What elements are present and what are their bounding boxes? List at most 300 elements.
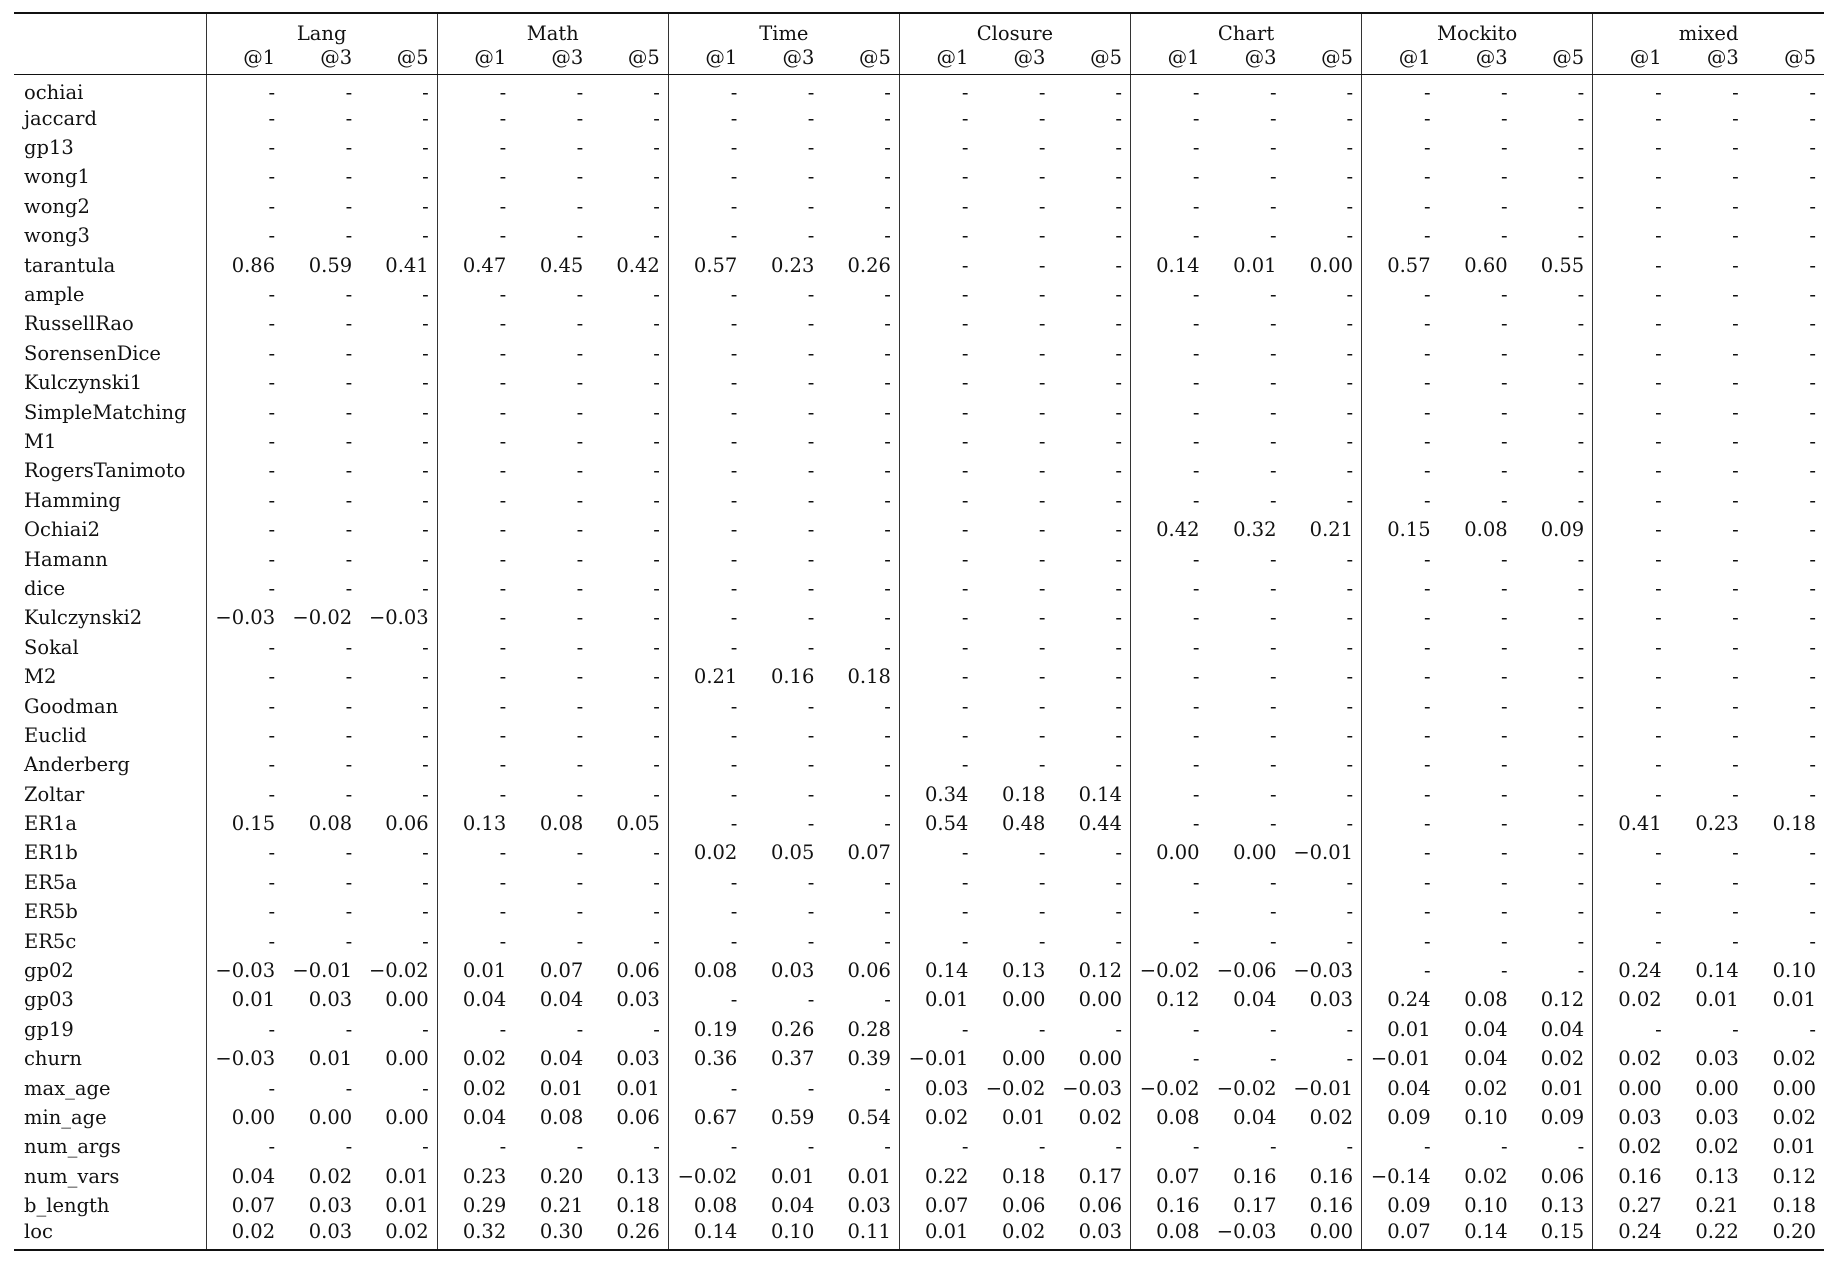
row-label: dice: [24, 576, 66, 600]
value-cell: -: [899, 280, 976, 309]
k-header-mockito-at5: @5: [1516, 46, 1593, 74]
value-cell: 0.08: [539, 812, 584, 836]
group-header-lang: Lang: [206, 13, 437, 46]
value-cell: 0.12: [1540, 988, 1585, 1012]
value-cell: -: [884, 312, 891, 336]
value-cell: -: [576, 371, 584, 395]
value-cell: 0.07: [539, 959, 584, 983]
value-cell: 0.86: [206, 250, 283, 279]
value-cell: 0.12: [1130, 985, 1207, 1014]
value-cell: -: [884, 459, 891, 483]
value-cell: -: [1593, 544, 1670, 573]
value-cell: -: [576, 488, 584, 512]
value-cell: 0.01: [899, 985, 976, 1014]
value-cell: -: [807, 136, 815, 160]
value-cell: −0.01: [1362, 1044, 1439, 1073]
value-cell: -: [206, 721, 283, 750]
value-cell: -: [1501, 900, 1508, 924]
value-cell: 0.01: [1772, 988, 1816, 1012]
value-cell: −0.01: [1293, 841, 1354, 865]
value-cell: -: [1038, 1017, 1046, 1041]
row-label: Kulczynski2: [24, 606, 143, 630]
table-row: [14, 456, 1824, 485]
value-cell: 0.08: [1130, 1103, 1207, 1132]
value-cell: -: [1346, 459, 1354, 483]
value-cell: −0.03: [1208, 1220, 1285, 1250]
value-cell: 0.22: [899, 1162, 976, 1191]
value-cell: -: [437, 221, 514, 250]
value-cell: 0.57: [668, 250, 745, 279]
value-cell: -: [1130, 339, 1207, 368]
value-cell: -: [1732, 400, 1739, 424]
value-cell: 0.15: [206, 809, 283, 838]
value-cell: 0.67: [668, 1103, 745, 1132]
value-cell: -: [653, 576, 660, 600]
group-header-chart: Chart: [1130, 13, 1361, 46]
value-cell: -: [1593, 250, 1670, 279]
table-body: [14, 74, 1824, 1250]
value-cell: -: [206, 1132, 283, 1161]
value-cell: -: [1038, 371, 1046, 395]
value-cell: -: [1038, 253, 1046, 277]
value-cell: -: [437, 456, 514, 485]
value-cell: -: [437, 779, 514, 808]
value-cell: -: [1362, 544, 1439, 573]
value-cell: -: [1809, 576, 1816, 600]
value-cell: -: [807, 635, 815, 659]
table-row: [14, 104, 1824, 133]
value-cell: -: [206, 515, 283, 544]
value-cell: -: [1130, 74, 1207, 104]
value-cell: -: [1809, 929, 1816, 953]
group-header-row: [14, 13, 1824, 46]
row-label: num_vars: [24, 1164, 120, 1188]
value-cell: −0.03: [206, 956, 283, 985]
value-cell: -: [668, 926, 745, 955]
value-cell: -: [422, 341, 429, 365]
value-cell: -: [1593, 633, 1670, 662]
value-cell: -: [1809, 194, 1816, 218]
value-cell: 0.06: [1002, 1194, 1046, 1218]
value-cell: 0.03: [1309, 988, 1354, 1012]
value-cell: 0.02: [899, 1103, 976, 1132]
value-cell: -: [206, 309, 283, 338]
value-cell: -: [807, 312, 815, 336]
value-cell: -: [1038, 694, 1046, 718]
value-cell: -: [1362, 633, 1439, 662]
value-cell: -: [807, 371, 815, 395]
value-cell: -: [1130, 486, 1207, 515]
value-cell: -: [1130, 221, 1207, 250]
value-cell: 0.18: [1772, 812, 1816, 836]
row-label: min_age: [24, 1105, 107, 1129]
value-cell: -: [1809, 165, 1816, 189]
group-header-math: Math: [437, 13, 668, 46]
value-cell: -: [345, 80, 353, 104]
value-cell: -: [1501, 635, 1508, 659]
value-cell: -: [884, 80, 891, 104]
value-cell: -: [1577, 841, 1585, 865]
value-cell: 0.03: [283, 1220, 360, 1250]
value-cell: −0.03: [206, 603, 283, 632]
k-header-time-at5: @5: [822, 46, 899, 74]
value-cell: 0.59: [308, 253, 353, 277]
value-cell: -: [576, 694, 584, 718]
k-header-lang-at5: @5: [360, 46, 437, 74]
value-cell: -: [1362, 779, 1439, 808]
value-cell: -: [345, 341, 353, 365]
value-cell: -: [437, 868, 514, 897]
value-cell: -: [1346, 400, 1354, 424]
value-cell: -: [422, 870, 429, 894]
value-cell: -: [1130, 1044, 1207, 1073]
corner-cell: [14, 13, 206, 46]
value-cell: -: [1732, 723, 1739, 747]
value-cell: 0.21: [668, 662, 745, 691]
value-cell: 0.23: [437, 1162, 514, 1191]
value-cell: -: [1038, 341, 1046, 365]
value-cell: 0.02: [437, 1073, 514, 1102]
value-cell: -: [1038, 106, 1046, 130]
value-cell: -: [422, 900, 429, 924]
value-cell: 0.10: [1464, 1105, 1508, 1129]
value-cell: 0.06: [616, 1105, 660, 1129]
value-cell: -: [1130, 868, 1207, 897]
value-cell: -: [437, 280, 514, 309]
value-cell: -: [422, 635, 429, 659]
value-cell: −0.02: [985, 1076, 1046, 1100]
value-cell: 0.01: [770, 1164, 815, 1188]
value-cell: 0.23: [770, 253, 815, 277]
value-cell: -: [899, 427, 976, 456]
value-cell: -: [1346, 576, 1354, 600]
value-cell: -: [1346, 224, 1354, 248]
row-label: jaccard: [24, 106, 97, 130]
value-cell: 0.02: [1540, 1047, 1585, 1071]
value-cell: -: [345, 429, 353, 453]
value-cell: -: [1346, 635, 1354, 659]
value-cell: -: [884, 606, 891, 630]
table-row: [14, 750, 1824, 779]
value-cell: -: [1732, 547, 1739, 571]
value-cell: -: [668, 721, 745, 750]
value-cell: -: [1501, 283, 1508, 307]
value-cell: 0.12: [1772, 1164, 1816, 1188]
value-cell: -: [1732, 283, 1739, 307]
value-cell: -: [1809, 371, 1816, 395]
value-cell: -: [1593, 721, 1670, 750]
value-cell: -: [899, 456, 976, 485]
value-cell: -: [1809, 547, 1816, 571]
value-cell: -: [1501, 136, 1508, 160]
value-cell: -: [422, 165, 429, 189]
value-cell: -: [1593, 339, 1670, 368]
table-row: [14, 544, 1824, 573]
value-cell: -: [1577, 665, 1585, 689]
value-cell: -: [1362, 956, 1439, 985]
group-header-mockito: Mockito: [1362, 13, 1593, 46]
value-cell: -: [345, 488, 353, 512]
value-cell: -: [1809, 459, 1816, 483]
row-label: Euclid: [24, 723, 87, 747]
table-row: [14, 1132, 1824, 1161]
value-cell: -: [422, 283, 429, 307]
value-cell: -: [1593, 309, 1670, 338]
k-header-mixed-at5: @5: [1747, 46, 1824, 74]
value-cell: -: [1501, 665, 1508, 689]
value-cell: 0.03: [308, 1194, 353, 1218]
value-cell: -: [1269, 723, 1277, 747]
value-cell: -: [576, 841, 584, 865]
value-cell: -: [206, 397, 283, 426]
value-cell: -: [1732, 753, 1739, 777]
value-cell: -: [653, 371, 660, 395]
value-cell: -: [1130, 809, 1207, 838]
value-cell: -: [1732, 488, 1739, 512]
value-cell: -: [1362, 427, 1439, 456]
value-cell: -: [576, 224, 584, 248]
value-cell: -: [653, 782, 660, 806]
value-cell: 0.02: [1772, 1105, 1816, 1129]
value-cell: -: [1501, 606, 1508, 630]
value-cell: 0.03: [1695, 1105, 1739, 1129]
value-cell: -: [576, 312, 584, 336]
value-cell: 0.19: [668, 1015, 745, 1044]
value-cell: -: [899, 750, 976, 779]
value-cell: 0.24: [1593, 1220, 1670, 1250]
value-cell: 0.01: [1233, 253, 1277, 277]
table-row: [14, 397, 1824, 426]
value-cell: -: [345, 106, 353, 130]
value-cell: -: [1362, 192, 1439, 221]
value-cell: 0.34: [899, 779, 976, 808]
value-cell: -: [576, 547, 584, 571]
value-cell: -: [668, 221, 745, 250]
value-cell: -: [1346, 136, 1354, 160]
value-cell: -: [1577, 371, 1585, 395]
value-cell: -: [437, 515, 514, 544]
value-cell: -: [1809, 341, 1816, 365]
value-cell: 0.45: [539, 253, 584, 277]
value-cell: -: [1038, 224, 1046, 248]
value-cell: -: [345, 165, 353, 189]
group-header-time: Time: [668, 13, 899, 46]
value-cell: -: [1115, 488, 1122, 512]
value-cell: -: [1115, 841, 1122, 865]
value-cell: 0.07: [1130, 1162, 1207, 1191]
value-cell: -: [1269, 929, 1277, 953]
value-cell: -: [899, 926, 976, 955]
value-cell: 0.14: [1130, 250, 1207, 279]
value-cell: -: [899, 1015, 976, 1044]
value-cell: -: [668, 1073, 745, 1102]
value-cell: -: [884, 753, 891, 777]
value-cell: -: [1346, 341, 1354, 365]
value-cell: 0.26: [847, 253, 891, 277]
value-cell: 0.00: [1078, 988, 1122, 1012]
value-cell: -: [206, 427, 283, 456]
row-label: Goodman: [24, 694, 119, 718]
value-cell: 0.07: [899, 1191, 976, 1220]
value-cell: -: [1593, 192, 1670, 221]
table-row: [14, 662, 1824, 691]
value-cell: -: [807, 1076, 815, 1100]
k-header-chart-at5: @5: [1285, 46, 1362, 74]
value-cell: -: [1732, 635, 1739, 659]
value-cell: −0.03: [206, 1044, 283, 1073]
value-cell: -: [422, 194, 429, 218]
value-cell: -: [422, 1135, 429, 1159]
value-cell: -: [668, 985, 745, 1014]
value-cell: -: [1130, 574, 1207, 603]
value-cell: -: [437, 721, 514, 750]
value-cell: -: [1269, 136, 1277, 160]
row-label: ochiai: [24, 80, 84, 104]
k-header-math-at3: @3: [514, 46, 591, 74]
value-cell: -: [1577, 723, 1585, 747]
value-cell: -: [437, 1132, 514, 1161]
value-cell: -: [1038, 547, 1046, 571]
value-cell: 0.14: [1695, 959, 1739, 983]
value-cell: -: [653, 165, 660, 189]
value-cell: 0.54: [847, 1105, 891, 1129]
value-cell: -: [437, 662, 514, 691]
group-header-mixed: mixed: [1593, 13, 1824, 46]
value-cell: 0.15: [1516, 1220, 1593, 1250]
value-cell: 0.09: [1362, 1191, 1439, 1220]
value-cell: -: [1809, 635, 1816, 659]
value-cell: -: [653, 900, 660, 924]
row-label: ER5a: [24, 870, 77, 894]
value-cell: -: [1501, 929, 1508, 953]
k-header-lang-at1: @1: [206, 46, 283, 74]
value-cell: -: [576, 576, 584, 600]
table-row: [14, 192, 1824, 221]
value-cell: -: [345, 782, 353, 806]
value-cell: 0.00: [1078, 1047, 1122, 1071]
value-cell: 0.01: [206, 985, 283, 1014]
value-cell: -: [576, 723, 584, 747]
value-cell: 0.60: [1464, 253, 1508, 277]
value-cell: -: [653, 488, 660, 512]
value-cell: -: [1269, 312, 1277, 336]
value-cell: 0.14: [899, 956, 976, 985]
value-cell: -: [899, 868, 976, 897]
value-cell: -: [1038, 80, 1046, 104]
value-cell: -: [345, 1017, 353, 1041]
value-cell: 0.12: [1078, 959, 1122, 983]
value-cell: -: [884, 400, 891, 424]
value-cell: -: [576, 341, 584, 365]
value-cell: -: [437, 192, 514, 221]
value-cell: -: [1115, 1017, 1122, 1041]
value-cell: 0.10: [1464, 1194, 1508, 1218]
value-cell: -: [1577, 488, 1585, 512]
table-row: [14, 868, 1824, 897]
value-cell: -: [576, 1017, 584, 1041]
value-cell: -: [653, 106, 660, 130]
value-cell: -: [206, 574, 283, 603]
value-cell: -: [1269, 283, 1277, 307]
value-cell: −0.06: [1216, 959, 1277, 983]
results-table-container: [14, 12, 1824, 1251]
value-cell: 0.02: [1593, 1132, 1670, 1161]
value-cell: 0.07: [206, 1191, 283, 1220]
value-cell: 0.06: [385, 812, 429, 836]
value-cell: 0.00: [1002, 1047, 1046, 1071]
value-cell: -: [1130, 133, 1207, 162]
row-label: wong3: [24, 224, 90, 248]
value-cell: -: [1130, 192, 1207, 221]
value-cell: -: [1269, 900, 1277, 924]
value-cell: -: [807, 900, 815, 924]
value-cell: 0.22: [1670, 1220, 1747, 1250]
value-cell: -: [1732, 429, 1739, 453]
k-header-closure-at1: @1: [899, 46, 976, 74]
value-cell: -: [1501, 723, 1508, 747]
value-cell: 0.04: [437, 1103, 514, 1132]
value-cell: -: [884, 576, 891, 600]
value-cell: -: [1115, 665, 1122, 689]
value-cell: -: [1501, 576, 1508, 600]
value-cell: -: [1115, 900, 1122, 924]
value-cell: -: [1501, 488, 1508, 512]
value-cell: -: [807, 929, 815, 953]
value-cell: -: [1593, 662, 1670, 691]
value-cell: -: [1346, 312, 1354, 336]
value-cell: -: [884, 988, 891, 1012]
value-cell: 0.04: [1464, 1047, 1508, 1071]
value-cell: -: [1362, 486, 1439, 515]
value-cell: -: [807, 870, 815, 894]
row-label: ER5b: [24, 900, 78, 924]
value-cell: -: [1038, 723, 1046, 747]
value-cell: 0.08: [539, 1105, 584, 1129]
value-cell: -: [1038, 900, 1046, 924]
value-cell: -: [653, 224, 660, 248]
row-label: churn: [24, 1047, 82, 1071]
value-cell: -: [1362, 309, 1439, 338]
table-row: [14, 897, 1824, 926]
value-cell: -: [1593, 427, 1670, 456]
value-cell: -: [1269, 371, 1277, 395]
value-cell: -: [899, 721, 976, 750]
value-cell: -: [206, 221, 283, 250]
row-label: gp03: [24, 988, 74, 1012]
value-cell: -: [1577, 782, 1585, 806]
value-cell: -: [1362, 838, 1439, 867]
table-row: [14, 250, 1824, 279]
value-cell: -: [1577, 1135, 1585, 1159]
table-row: [14, 515, 1824, 544]
k-header-chart-at3: @3: [1208, 46, 1285, 74]
value-cell: -: [884, 635, 891, 659]
value-cell: -: [1732, 1017, 1739, 1041]
value-cell: -: [899, 486, 976, 515]
value-cell: -: [1346, 429, 1354, 453]
value-cell: -: [1593, 779, 1670, 808]
value-cell: -: [1577, 341, 1585, 365]
value-cell: -: [1346, 283, 1354, 307]
value-cell: -: [1038, 753, 1046, 777]
value-cell: -: [437, 309, 514, 338]
value-cell: -: [437, 486, 514, 515]
value-cell: 0.30: [514, 1220, 591, 1250]
k-header-math-at1: @1: [437, 46, 514, 74]
value-cell: -: [668, 192, 745, 221]
value-cell: -: [668, 397, 745, 426]
value-cell: -: [422, 136, 429, 160]
